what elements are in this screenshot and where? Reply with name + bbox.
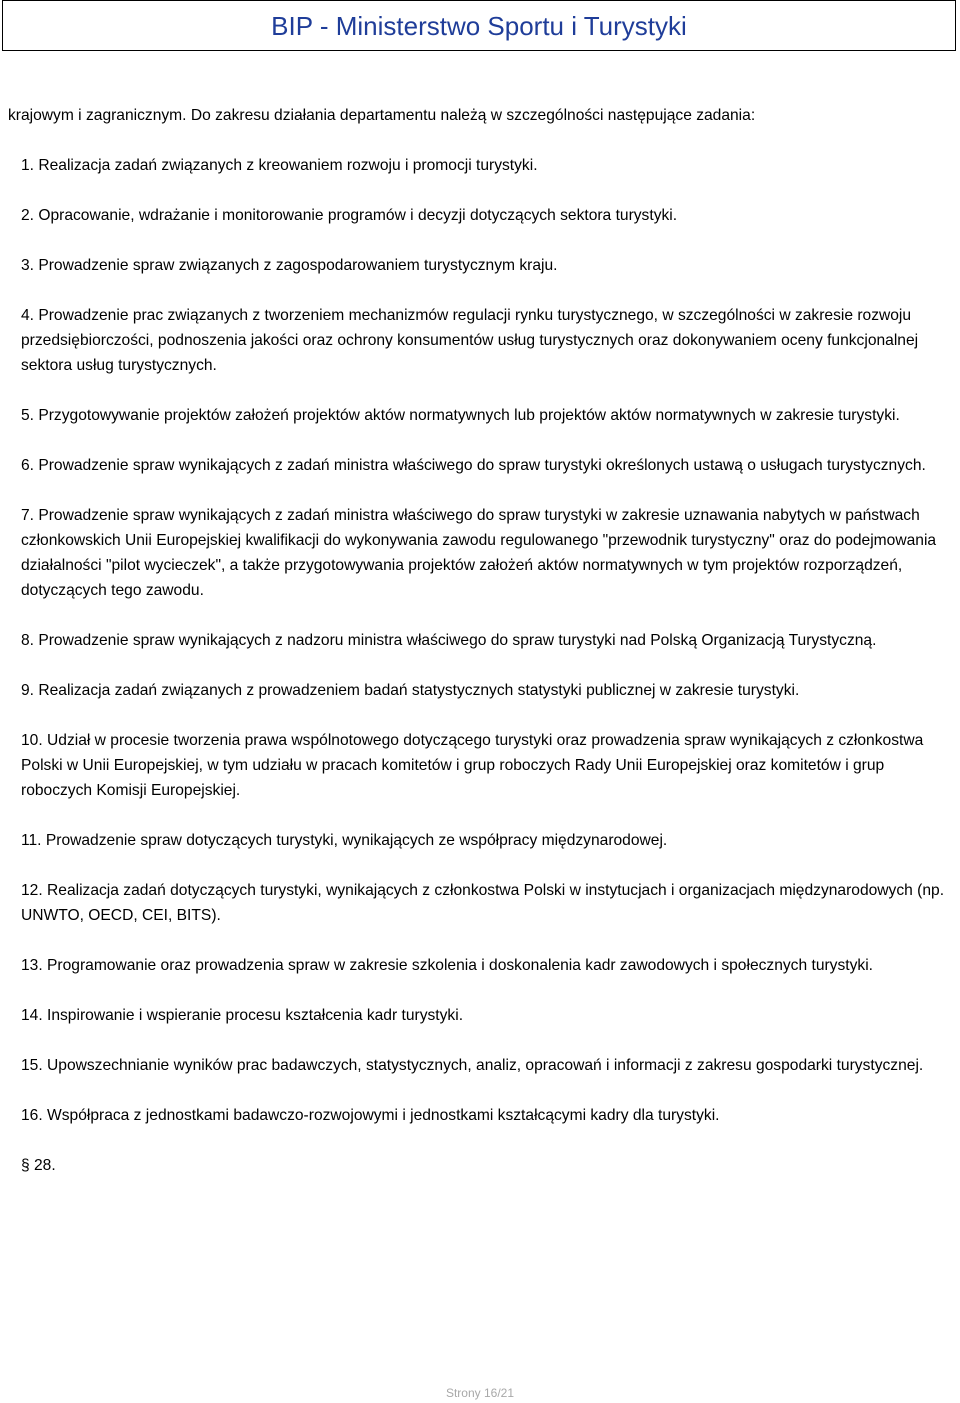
task-item-15: 15. Upowszechnianie wyników prac badawczych, statystycznych, analiz, opracowań i informacji z zakresu gospodarki turystycznej. [21, 1057, 924, 1074]
task-item-12: 12. Realizacja zadań dotyczących turystyki, wynikających z członkostwa Polski w instytucjach i organizacjach międzynarodowych (np. UNWTO, OECD, CEI, BITS). [21, 882, 945, 924]
task-item-6: 6. Prowadzenie spraw wynikających z zadań ministra właściwego do spraw turystyki określonych ustawą o usługach turystycznych. [21, 457, 926, 474]
task-item-16: 16. Współpraca z jednostkami badawczo-rozwojowymi i jednostkami kształcącymi kadry dla turystyki. [21, 1107, 720, 1124]
task-item-9: 9. Realizacja zadań związanych z prowadzeniem badań statystycznych statystyki publicznej w zakresie turystyki. [21, 682, 800, 699]
task-item-11: 11. Prowadzenie spraw dotyczących turystyki, wynikających ze współpracy międzynarodowej. [21, 832, 668, 849]
task-item-13: 13. Programowanie oraz prowadzenia spraw w zakresie szkolenia i doskonalenia kadr zawodowych i społecznych turystyki. [21, 957, 873, 974]
intro-paragraph: krajowym i zagranicznym. Do zakresu działania departamentu należą w szczególności następujące zadania: [8, 107, 756, 124]
section-marker: § 28. [21, 1157, 56, 1174]
task-item-1: 1. Realizacja zadań związanych z kreowaniem rozwoju i promocji turystyki. [21, 157, 538, 174]
task-item-7: 7. Prowadzenie spraw wynikających z zadań ministra właściwego do spraw turystyki w zakresie uznawania nabytych w państwach członkowskich Unii Europejskiej kwalifikacji do wykonywania zawodu regulowanego "przewodnik turystyczny" oraz do podejmowania działalności "pilot wycieczek", a także przygotowywania projektów założeń aktów normatywnych w tym projektów rozporządzeń, dotyczących tego zawodu. [21, 507, 937, 599]
task-item-2: 2. Opracowanie, wdrażanie i monitorowanie programów i decyzji dotyczących sektora turystyki. [21, 207, 678, 224]
task-item-4: 4. Prowadzenie prac związanych z tworzeniem mechanizmów regulacji rynku turystycznego, w szczególności w zakresie rozwoju przedsiębiorczości, podnoszenia jakości oraz ochrony konsumentów usług turystycznych oraz dokonywaniem oceny funkcjonalnej sektora usług turystycznych. [21, 307, 919, 374]
task-item-5: 5. Przygotowywanie projektów założeń projektów aktów normatywnych lub projektów aktów normatywnych w zakresie turystyki. [21, 407, 900, 424]
page-title: BIP - Ministerstwo Sportu i Turystyki [271, 11, 687, 41]
task-item-10: 10. Udział w procesie tworzenia prawa wspólnotowego dotyczącego turystyki oraz prowadzenia spraw wynikających z członkostwa Polski w Unii Europejskiej, w tym udziału w pracach komitetów i grup roboczych Rady Unii Europejskiej oraz komitetów i grup roboczych Komisji Europejskiej. [21, 732, 924, 799]
task-item-8: 8. Prowadzenie spraw wynikających z nadzoru ministra właściwego do spraw turystyki nad Polską Organizacją Turystyczną. [21, 632, 877, 649]
task-item-3: 3. Prowadzenie spraw związanych z zagospodarowaniem turystycznym kraju. [21, 257, 558, 274]
task-item-14: 14. Inspirowanie i wspieranie procesu kształcenia kadr turystyki. [21, 1007, 464, 1024]
page-counter: Strony 16/21 [445, 1386, 515, 1400]
page-header [2, 0, 956, 51]
document-body [8, 103, 952, 1203]
